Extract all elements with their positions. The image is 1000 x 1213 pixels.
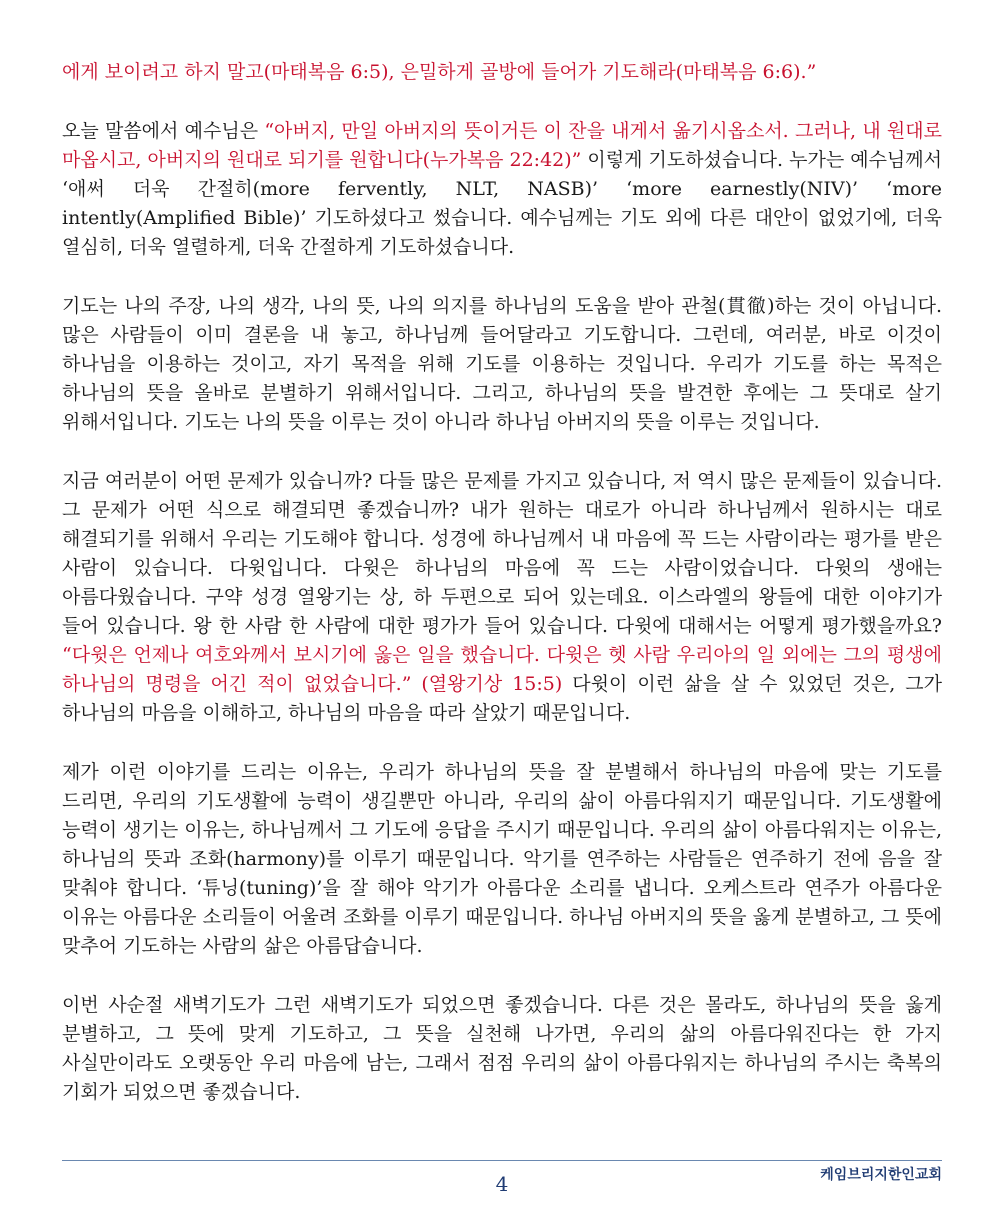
body-text: 기도는 나의 주장, 나의 생각, 나의 뜻, 나의 의지를 하나님의 도움을 받아 관철(貫徹)하는 것이 아닙니다. 많은 사람들이 이미 결론을 내 놓고, 하나님께 들어달라고 기도합니다. 그런데, 여러분, 바로 이것이 하나님을 이용하는 것이고, 자기 목적을 위해 기도를 이용하는 것입니다. 우리가 기도를 하는 목적은 하나님의 뜻을 올바로 분별하기 위해서입니다. 그리고, 하나님의 뜻을 발견한 후에는 그 뜻대로 살기 위해서입니다. 기도는 나의 뜻을 이루는 것이 아니라 하나님 아버지의 뜻을 이루는 것입니다. bbox=[62, 295, 942, 433]
footer-divider bbox=[62, 1160, 942, 1161]
body-text: 오늘 말씀에서 예수님은 bbox=[62, 120, 265, 142]
body-text: 이번 사순절 새벽기도가 그런 새벽기도가 되었으면 좋겠습니다. 다른 것은 몰라도, 하나님의 뜻을 옳게 분별하고, 그 뜻에 맞게 기도하고, 그 뜻을 실천해 나가면, 우리의 삶의 아름다워진다는 한 가지 사실만이라도 오랫동안 우리 마음에 남는, 그래서 점점 우리의 삶이 아름다워지는 하나님의 주시는 축복의 기회가 되었으면 좋겠습니다. bbox=[62, 994, 942, 1103]
church-name: 케임브리지한인교회 bbox=[820, 1167, 942, 1183]
paragraph-1 bbox=[62, 58, 942, 87]
scripture-quote: “다윗은 언제나 여호와께서 보시기에 옳은 일을 했습니다. 다윗은 헷 사람 우리아의 일 외에는 그의 평생에 하나님의 명령을 어긴 적이 없었습니다.” (열왕기상 15:5) bbox=[62, 644, 942, 695]
body-text: 이렇게 기도하셨습니다. 누가는 예수님께서 ‘애써 더욱 간절히(more fervently, NLT, NASB)’ ‘more earnestly(NIV)’ ‘more intently(Amplified Bible)’ 기도하셨다고 썼습니다. 예수님께는 기도 외에 다른 대안이 없었기에, 더욱 열심히, 더욱 열렬하게, 더욱 간절하게 기도하셨습니다. bbox=[62, 149, 942, 258]
body-text: 다윗이 이런 삶을 살 수 있었던 것은, 그가 하나님의 마음을 이해하고, 하나님의 마음을 따라 살았기 때문입니다. bbox=[62, 673, 942, 724]
page-number: 4 bbox=[495, 1172, 509, 1196]
paragraph-6 bbox=[62, 991, 942, 1107]
paragraph-5 bbox=[62, 758, 942, 961]
scripture-quote: 에게 보이려고 하지 말고(마태복음 6:5), 은밀하게 골방에 들어가 기도해라(마태복음 6:6).” bbox=[62, 61, 817, 83]
paragraph-2 bbox=[62, 117, 942, 262]
paragraph-4 bbox=[62, 467, 942, 728]
body-text: 지금 여러분이 어떤 문제가 있습니까? 다들 많은 문제를 가지고 있습니다, 저 역시 많은 문제들이 있습니다. 그 문제가 어떤 식으로 해결되면 좋겠습니까? 내가 원하는 대로가 아니라 하나님께서 원하시는 대로 해결되기를 위해서 우리는 기도해야 합니다. 성경에 하나님께서 내 마음에 꼭 드는 사람이라는 평가를 받은 사람이 있습니다. 다윗입니다. 다윗은 하나님의 마음에 꼭 드는 사람이었습니다. 다윗의 생애는 아름다웠습니다. 구약 성경 열왕기는 상, 하 두편으로 되어 있는데요. 이스라엘의 왕들에 대한 이야기가 들어 있습니다. 왕 한 사람 한 사람에 대한 평가가 들어 있습니다. 다윗에 대해서는 어떻게 평가했을까요? bbox=[62, 470, 942, 637]
paragraph-3 bbox=[62, 292, 942, 437]
sermon-body bbox=[62, 58, 942, 1137]
scripture-quote: “아버지, 만일 아버지의 뜻이거든 이 잔을 내게서 옮기시옵소서. 그러나, 내 원대로 마옵시고, 아버지의 원대로 되기를 원합니다(누가복음 22:42)” bbox=[62, 120, 942, 171]
body-text: 제가 이런 이야기를 드리는 이유는, 우리가 하나님의 뜻을 잘 분별해서 하나님의 마음에 맞는 기도를 드리면, 우리의 기도생활에 능력이 생길뿐만 아니라, 우리의 삶이 아름다워지기 때문입니다. 기도생활에 능력이 생기는 이유는, 하나님께서 그 기도에 응답을 주시기 때문입니다. 우리의 삶이 아름다워지는 이유는, 하나님의 뜻과 조화(harmony)를 이루기 때문입니다. 악기를 연주하는 사람들은 연주하기 전에 음을 잘 맞춰야 합니다. ‘튜닝(tuning)’을 잘 해야 악기가 아름다운 소리를 냅니다. 오케스트라 연주가 아름다운 이유는 아름다운 소리들이 어울려 조화를 이루기 때문입니다. 하나님 아버지의 뜻을 옳게 분별하고, 그 뜻에 맞추어 기도하는 사람의 삶은 아름답습니다. bbox=[62, 761, 942, 957]
